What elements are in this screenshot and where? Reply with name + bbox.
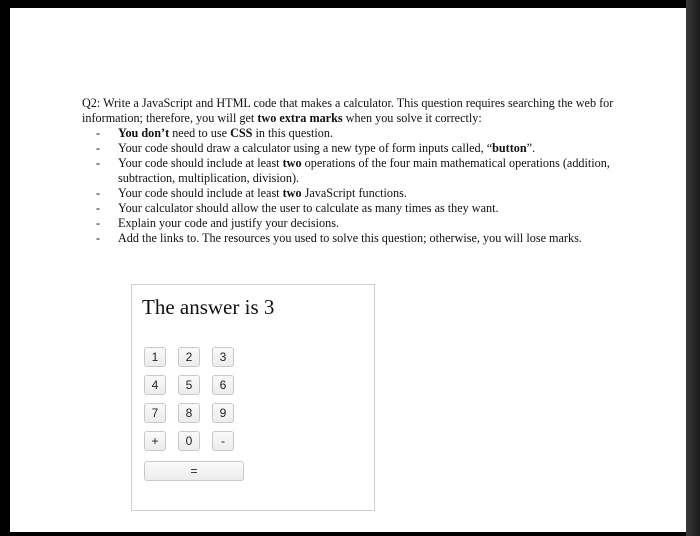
digit-3-button[interactable]: 3 [212,347,234,367]
equals-button[interactable]: = [144,461,244,481]
item-text: Your code should include at least [118,186,283,200]
item-text: need to use [169,126,231,140]
list-item [118,141,622,156]
list-item [118,201,622,216]
list-item [118,216,622,231]
digit-9-button[interactable]: 9 [212,403,234,423]
digit-2-button[interactable]: 2 [178,347,200,367]
digit-8-button[interactable]: 8 [178,403,200,423]
item-text: Your code should draw a calculator using a new type of form inputs called, “ [118,141,493,155]
calculator-panel [131,284,375,511]
item-text: operations of the four main mathematical operations (addition, subtraction, multiplication, division). [118,156,610,185]
digit-7-button[interactable]: 7 [144,403,166,423]
plus-button[interactable]: + [144,431,166,451]
question-text [82,96,622,246]
item-bold: CSS [230,126,253,140]
item-text: Your code should include at least [118,156,283,170]
item-bold: You don’t [118,126,170,140]
question-intro [82,96,622,126]
answer-display: The answer is 3 [142,295,275,319]
digit-1-button[interactable]: 1 [144,347,166,367]
digit-0-button[interactable]: 0 [178,431,200,451]
list-item [118,126,622,141]
intro-text-end: when you solve it correctly: [342,111,482,125]
item-bold: two [282,156,302,170]
item-text: JavaScript functions. [301,186,407,200]
item-bold: button [492,141,527,155]
intro-bold: two extra marks [257,111,343,125]
requirements-list [82,126,622,246]
item-text: Explain your code and justify your decisions. [118,216,340,230]
item-bold: two [282,186,302,200]
item-text: Your calculator should allow the user to calculate as many times as they want. [118,201,499,215]
list-item [118,186,622,201]
item-text: Add the links to. The resources you used to solve this question; otherwise, you will lose marks. [118,231,582,245]
list-item [118,156,622,186]
item-text: ”. [526,141,536,155]
list-item [118,231,622,246]
digit-5-button[interactable]: 5 [178,375,200,395]
digit-4-button[interactable]: 4 [144,375,166,395]
intro-text: Q2: Write a JavaScript and HTML code that makes a calculator. This question requires searching the web for information; therefore, you will get [82,96,614,125]
window-edge [686,0,700,536]
item-text: in this question. [252,126,333,140]
digit-6-button[interactable]: 6 [212,375,234,395]
minus-button[interactable]: - [212,431,234,451]
